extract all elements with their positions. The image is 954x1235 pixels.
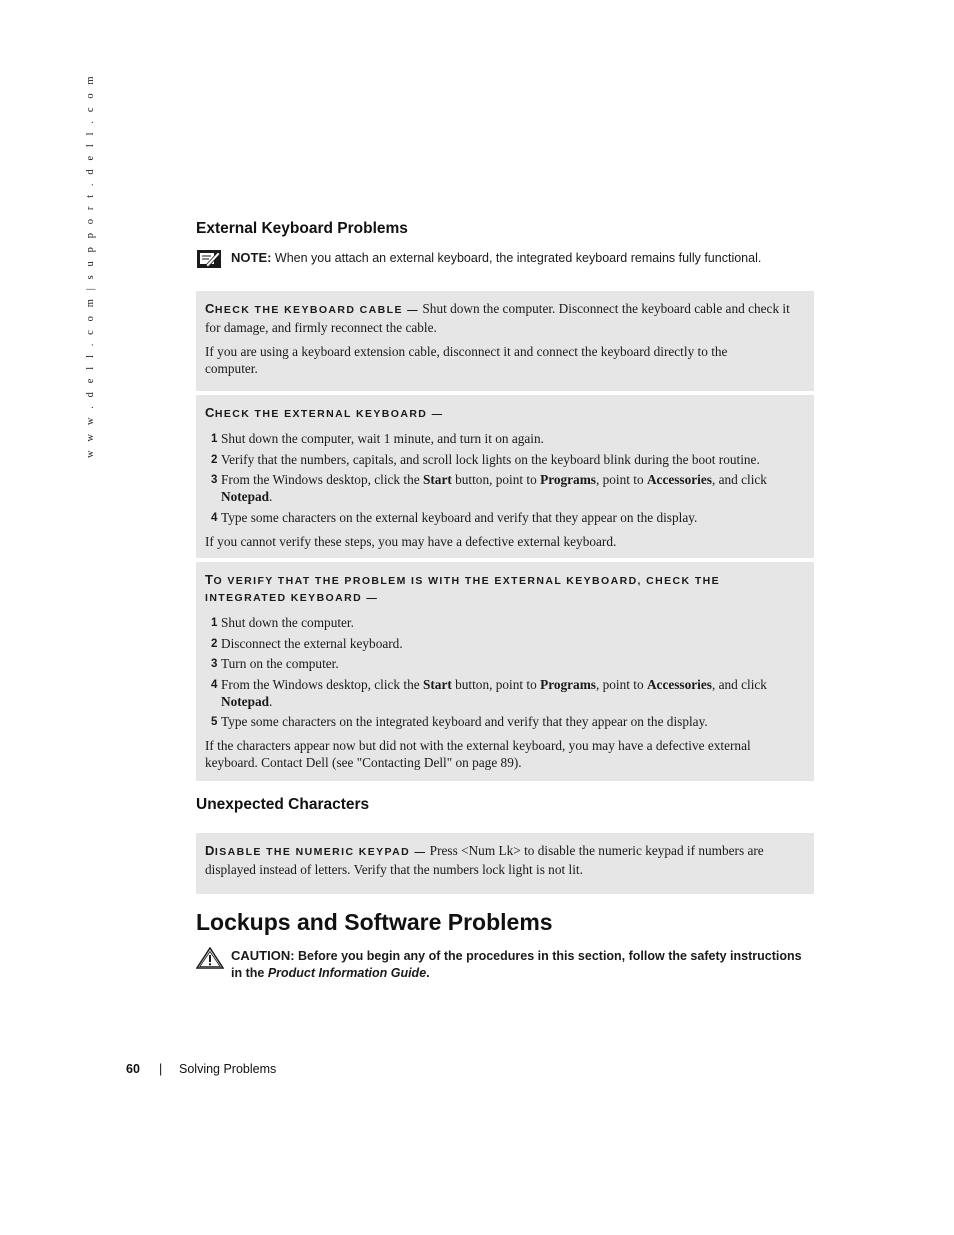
box1-title-cap: C: [205, 301, 215, 316]
troubleshoot-box-numeric-keypad: [196, 833, 814, 894]
caution-text: Before you begin any of the procedures in this section, follow the safety instructions in the: [231, 949, 802, 980]
troubleshoot-box-external-keyboard: [196, 395, 814, 558]
caution-label: CAUTION:: [231, 948, 295, 963]
list-item: 4 From the Windows desktop, click the Start button, point to Programs, point to Accessories, and click Notepad.: [211, 676, 767, 709]
caution-guide-title: Product Information Guide: [267, 966, 427, 980]
list-item: 1 Shut down the computer, wait 1 minute, and turn it on again.: [211, 431, 544, 446]
box2-step-list: [205, 430, 805, 526]
caution-triangle-icon: [196, 947, 224, 974]
box4-title: ISABLE THE NUMERIC KEYPAD —: [214, 846, 427, 858]
box1-title: HECK THE KEYBOARD CABLE —: [214, 304, 420, 316]
list-item: 4 Type some characters on the external keyboard and verify that they appear on the display.: [211, 509, 698, 525]
note-label: NOTE:: [231, 250, 272, 265]
list-item: 5 Type some characters on the integrated keyboard and verify that they appear on the display.: [211, 714, 708, 729]
list-item: 3 Turn on the computer.: [211, 656, 339, 671]
box2-after-text: If you cannot verify these steps, you may have a defective external keyboard.: [205, 533, 617, 549]
troubleshoot-box-integrated-keyboard: [196, 562, 814, 781]
note-text: When you attach an external keyboard, the integrated keyboard remains fully functional.: [271, 251, 762, 265]
section-heading-unexpected-characters: Unexpected Characters: [196, 796, 370, 813]
list-item: 3 From the Windows desktop, click the Start button, point to Programs, point to Accessories, and click Notepad.: [211, 472, 767, 504]
sidebar-url: w w w . d e l l . c o m | s u p p o r t . d e l l . c o m: [85, 73, 96, 458]
caution-end: .: [426, 966, 430, 980]
page-number: 60: [126, 1062, 140, 1076]
page-title-lockups: Lockups and Software Problems: [196, 909, 553, 935]
box4-paragraph: Press <Num Lk> to disable the numeric keypad if numbers are displayed instead of letters. Verify that the numbers lock light is not lit.: [205, 843, 764, 877]
box4-title-cap: D: [205, 843, 215, 858]
footer-section-title: Solving Problems: [179, 1062, 277, 1076]
box2-title-cap: C: [205, 405, 215, 420]
box3-step-list: [205, 614, 805, 730]
page-footer: [126, 1062, 277, 1076]
box1-paragraph-1: Shut down the computer. Disconnect the keyboard cable and check it for damage, and firmly reconnect the cable.: [205, 301, 790, 335]
note-pencil-icon: [196, 249, 222, 274]
list-item: 2 Verify that the numbers, capitals, and scroll lock lights on the keyboard blink during the boot routine.: [211, 451, 760, 467]
box3-title-cap: T: [205, 572, 214, 587]
list-item: 1 Shut down the computer.: [211, 615, 354, 630]
box1-paragraph-2: If you are using a keyboard extension cable, disconnect it and connect the keyboard directly to the computer.: [205, 344, 728, 376]
box3-title: O VERIFY THAT THE PROBLEM IS WITH THE EXTERNAL KEYBOARD, CHECK THE INTEGRATED KEYBOARD —: [205, 575, 721, 604]
section-heading-external-keyboard: External Keyboard Problems: [196, 220, 408, 237]
box2-title: HECK THE EXTERNAL KEYBOARD —: [214, 408, 444, 420]
box3-after-text: If the characters appear now but did not with the external keyboard, you may have a defective external keyboard. Contact Dell (see "Contacting Dell" on page 89).: [205, 738, 751, 770]
list-item: 2 Disconnect the external keyboard.: [211, 635, 403, 651]
troubleshoot-box-keyboard-cable: [196, 291, 814, 391]
footer-separator: |: [159, 1062, 163, 1076]
